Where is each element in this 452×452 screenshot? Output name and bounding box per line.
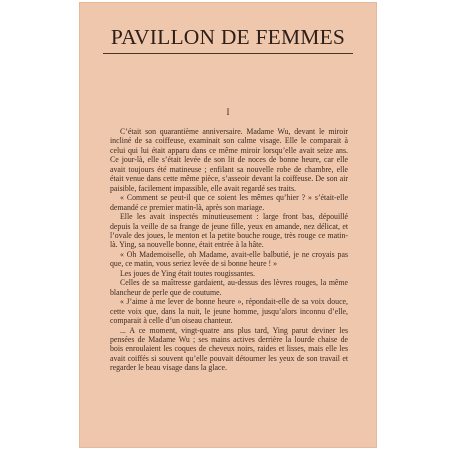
paragraph: ... A ce moment, vingt-quatre ans plus tard, Ying parut deviner les pensées de Madame Wu ; ses mains actives derrière la lourde chaise de bois enroulaient les coques de cheveux noirs, raides et lisses, mais elle les avait coiffés si souvent qu’elle pouvait détourner les yeux de son travail et regarder le beau visage dans la glace. — [110, 325, 348, 373]
paragraph: « Comment se peut-il que ce soient les mêmes qu’hier ? » s’était-elle demandé ce premier matin-là, après son mariage. — [110, 193, 348, 212]
book-page — [80, 3, 376, 447]
paragraph: C’était son quarantième anniversaire. Madame Wu, devant le miroir incliné de sa coiffeuse, examinait son calme visage. Elle le comparait à celui qui lui était apparu dans ce même miroir lorsqu’elle avait seize ans. Ce jour-là, elle s’était levée de son lit de noces de bonne heure, car elle avait toujours été matineuse ; enfilant sa nouvelle robe de chambre, elle était venue dans cette même pièce, s’asseoir devant la coiffeuse. De son air paisible, facilement impassible, elle avait regardé ses traits. — [110, 127, 348, 193]
paragraph: « J’aime à me lever de bonne heure », répondait-elle de sa voix douce, cette voix que, dans la nuit, le jeune homme, jusqu’alors inconnu d’elle, comparait à celle d’un oiseau chanteur. — [110, 297, 348, 326]
title-rule — [103, 53, 353, 54]
chapter-number: I — [226, 107, 230, 117]
paragraph: Celles de sa maîtresse gardaient, au-dessus des lèvres rouges, la même blancheur de perle que de coutume. — [110, 278, 348, 297]
paragraph: « Oh Mademoiselle, oh Madame, avait-elle balbutié, je ne croyais pas que, ce matin, vous seriez levée de si bonne heure ! » — [110, 249, 348, 269]
paragraph: Elle les avait inspectés minutieusement : large front bas, dépouillé depuis la veille de sa frange de jeune fille, yeux en amande, nez délicat, et l’ovale des joues, le menton et la petite bouche rouge, très rouge ce matin-là. Ying, sa nouvelle bonne, était entrée à la hâte. — [110, 212, 348, 250]
body-text — [110, 127, 348, 373]
page-title: PAVILLON DE FEMMES — [110, 25, 346, 49]
paragraph: Les joues de Ying était toutes rougissantes. — [120, 268, 255, 278]
